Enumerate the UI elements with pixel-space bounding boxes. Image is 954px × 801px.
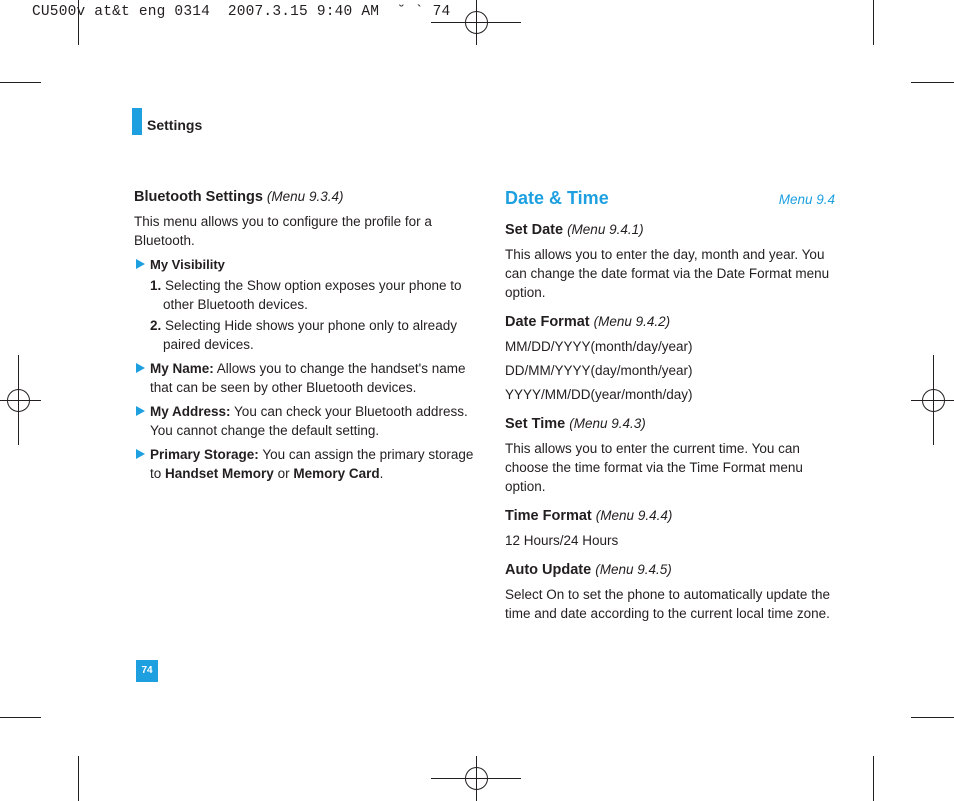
- bullet-arrow-icon: [136, 363, 145, 373]
- my-visibility-item: [134, 255, 474, 274]
- bluetooth-settings-column: [134, 187, 474, 483]
- date-format-option: MM/DD/YYYY(month/day/year): [505, 339, 693, 354]
- my-name-item: My Name: Allows you to change the handset's name that can be seen by other Bluetooth devices.: [134, 359, 474, 397]
- crop-mark-bottom-right-vertical: [873, 756, 874, 801]
- bluetooth-settings-heading: Bluetooth Settings (Menu 9.3.4): [134, 189, 344, 205]
- date-time-column: [505, 187, 835, 623]
- crop-mark-bottom-right-horizontal: [911, 717, 954, 718]
- section-tab-marker: [132, 108, 142, 135]
- date-time-title-row: [505, 187, 835, 209]
- my-visibility-option-2: 2. Selecting Hide shows your phone only to already paired devices.: [150, 318, 457, 352]
- crop-mark-bottom-left-horizontal: [0, 717, 41, 718]
- date-format-heading: Date Format (Menu 9.4.2): [505, 314, 671, 330]
- print-header-slug: CU500v at&t eng 0314 2007.3.15 9:40 AM ˘ ` 74: [32, 4, 451, 20]
- time-format-heading: Time Format (Menu 9.4.4): [505, 508, 673, 524]
- section-title: Settings: [147, 117, 203, 133]
- my-address-item: My Address: You can check your Bluetooth address. You cannot change the default setting.: [134, 402, 474, 440]
- set-time-text: This allows you to enter the current time. You can choose the time format via the Time Format menu option.: [505, 441, 803, 494]
- date-format-option: YYYY/MM/DD(year/month/day): [505, 387, 693, 402]
- page-number: 74: [136, 660, 158, 682]
- my-visibility-option-1: 1. Selecting the Show option exposes your phone to other Bluetooth devices.: [150, 278, 462, 312]
- bluetooth-intro: This menu allows you to configure the profile for a Bluetooth.: [134, 214, 432, 248]
- date-time-menu-number: Menu 9.4: [778, 192, 835, 207]
- bullet-arrow-icon: [136, 406, 145, 416]
- bullet-arrow-icon: [136, 449, 145, 459]
- date-format-option: DD/MM/YYYY(day/month/year): [505, 363, 693, 378]
- my-visibility-label: My Visibility: [150, 257, 225, 272]
- bullet-arrow-icon: [136, 259, 145, 269]
- auto-update-heading: Auto Update (Menu 9.4.5): [505, 562, 672, 578]
- crop-mark-bottom-left-vertical: [78, 756, 79, 801]
- crop-mark-top-right-horizontal: [911, 82, 954, 83]
- date-time-title: Date & Time: [505, 188, 609, 208]
- crop-mark-top-right-vertical: [873, 0, 874, 45]
- auto-update-text: Select On to set the phone to automatically update the time and date according to the current local time zone.: [505, 587, 830, 621]
- crop-mark-top-left-horizontal: [0, 82, 41, 83]
- primary-storage-item: Primary Storage: You can assign the primary storage to Handset Memory or Memory Card.: [134, 445, 474, 483]
- time-format-text: 12 Hours/24 Hours: [505, 533, 619, 548]
- set-date-heading: Set Date (Menu 9.4.1): [505, 222, 644, 238]
- set-time-heading: Set Time (Menu 9.4.3): [505, 416, 646, 432]
- set-date-text: This allows you to enter the day, month and year. You can change the date format via the Date Format menu option.: [505, 247, 830, 300]
